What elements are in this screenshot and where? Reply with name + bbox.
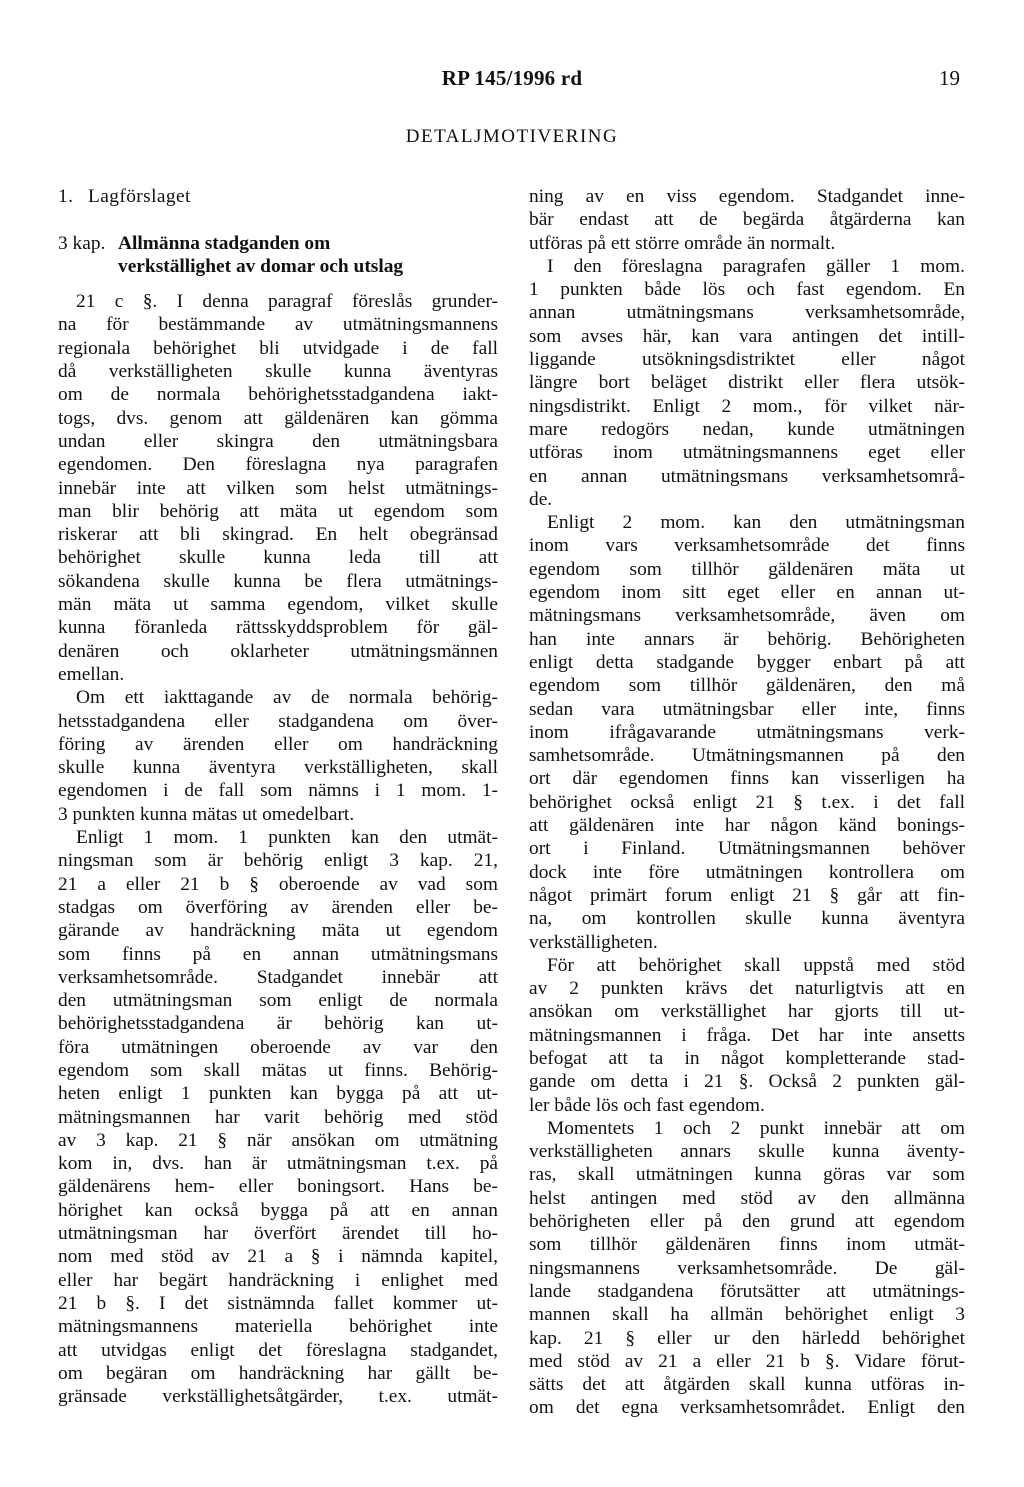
text-line: något primärt forum enligt 21 § går att fin- — [529, 884, 965, 906]
text-line: egendom inom sitt eget eller en annan ut- — [529, 582, 965, 604]
text-line: mätningsmannens materiella behörighet inte — [58, 1316, 498, 1338]
text-line: om de normala behörighetsstadgandena iakt- — [58, 384, 498, 406]
heading-text: Lagförslaget — [88, 186, 191, 207]
text-line: ansökan om verkställighet har gjorts till ut- — [529, 1001, 965, 1023]
text-line: kap. 21 § eller ur den härledd behörighet — [529, 1327, 965, 1349]
text-line: sedan vara utmätningsbar eller inte, finns — [529, 698, 965, 720]
text-line: egendomen i de fall som nämns i 1 mom. 1- — [58, 780, 498, 802]
text-line: som finns på en annan utmätningsmans — [58, 943, 498, 965]
text-line: egendom som tillhör gäldenären, den må — [529, 675, 965, 697]
text-line: enligt detta stadgande bygger enbart på att — [529, 651, 965, 673]
text-line: ning av en viss egendom. Stadgandet inne- — [529, 186, 965, 207]
text-line: mätningsmans verksamhetsområde, även om — [529, 605, 965, 627]
text-line: en annan utmätningsmans verksamhetsområ- — [529, 465, 965, 487]
chapter-title-line-2: verkställighet av domar och utslag — [118, 255, 404, 277]
right-column — [529, 185, 965, 1420]
text-line: ningsmannens verksamhetsområde. De gäl- — [529, 1257, 965, 1279]
text-line: gärande av handräckning mäta ut egendom — [58, 920, 498, 942]
paragraph — [58, 290, 498, 686]
text-line: ort där egendomen finns kan visserligen ha — [529, 768, 965, 790]
text-line: behörighet också enligt 21 § t.ex. i det fall — [529, 791, 965, 813]
text-line: om begäran om handräckning har gällt be- — [58, 1362, 498, 1384]
text-line: behörigheten eller på den grund att egendom — [529, 1211, 965, 1233]
text-line: togs, dvs. genom att gäldenären kan gömma — [58, 407, 498, 429]
text-line: ningsman som är behörig enligt 3 kap. 21, — [58, 850, 498, 872]
text-line: Enligt 2 mom. kan den utmätningsman — [547, 512, 965, 534]
text-line: de. — [529, 488, 553, 510]
heading-lagforslaget — [58, 185, 498, 208]
text-line: utmätningsman har överfört ärendet till ho- — [58, 1223, 498, 1245]
text-line: denären och oklarheter utmätningsmännen — [58, 640, 498, 662]
text-line: samhetsområde. Utmätningsmannen på den — [529, 745, 965, 767]
chapter-heading — [58, 232, 498, 255]
text-line: emellan. — [58, 663, 125, 685]
text-line: mare redogörs nedan, kunde utmätningen — [529, 418, 965, 440]
text-line: lande stadgandena förutsätter att utmätnings- — [529, 1280, 965, 1302]
text-line: 21 a eller 21 b § oberoende av vad som — [58, 873, 498, 895]
text-line: innebär inte att vilken som helst utmätnings- — [58, 477, 498, 499]
text-line: att utvidgas enligt det föreslagna stadgandet, — [58, 1339, 498, 1361]
text-line: gäldenärens hem- eller boningsort. Hans be- — [58, 1176, 498, 1198]
text-line: na, om kontrollen skulle kunna äventyra — [529, 908, 965, 930]
section-title: DETALJMOTIVERING — [405, 126, 619, 147]
text-line: behörighetsstadgandena är behörig kan ut- — [58, 1013, 498, 1035]
left-column — [58, 185, 498, 1408]
text-line: kom in, dvs. han är utmätningsman t.ex. på — [58, 1153, 498, 1175]
text-line: behörighet skulle kunna leda till att — [58, 547, 498, 569]
text-line: av 2 punkten krävs det naturligtvis att en — [529, 978, 965, 1000]
text-line: sätts det att åtgärden skall kunna utföras in- — [529, 1374, 965, 1396]
text-line: män mäta ut samma egendom, vilket skulle — [58, 594, 498, 616]
chapter-heading-cont — [58, 255, 498, 278]
text-line: skulle kunna äventyra verkställigheten, skall — [58, 757, 498, 779]
text-line: hörighet kan också bygga på att en annan — [58, 1199, 498, 1221]
text-line: sökandena skulle kunna be flera utmätnings- — [58, 570, 498, 592]
text-line: Enligt 1 mom. 1 punkten kan den utmät- — [76, 827, 498, 849]
text-line: föra utmätningen oberoende av var den — [58, 1036, 498, 1058]
text-line: Om ett iakttagande av de normala behörig- — [76, 687, 498, 709]
text-line: 21 b §. I det sistnämnda fallet kommer ut- — [58, 1292, 498, 1314]
text-line: 21 c §. I denna paragraf föreslås grunder- — [76, 291, 498, 313]
text-line: att gäldenären inte har någon känd bonings- — [529, 815, 965, 837]
text-line: ler både lös och fast egendom. — [529, 1094, 765, 1116]
text-line: egendom som skall mätas ut finns. Behörig- — [58, 1059, 498, 1081]
text-line: då verkställigheten skulle kunna äventyras — [58, 361, 498, 383]
text-line: mätningsmannen i fråga. Det har inte ansetts — [529, 1024, 965, 1046]
text-line: eller har begärt handräckning i enlighet med — [58, 1269, 498, 1291]
text-line: egendom som tillhör gäldenären mäta ut — [529, 558, 965, 580]
paragraph — [529, 511, 965, 954]
heading-number: 1. — [58, 186, 74, 207]
text-line: längre bort beläget distrikt eller flera utsök- — [529, 372, 965, 394]
text-line: ningsdistrikt. Enligt 2 mom., för vilket när- — [529, 395, 965, 417]
text-line: heten enligt 1 punkten kan bygga på att ut- — [58, 1083, 498, 1105]
text-line: 1 punkten både lös och fast egendom. En — [529, 279, 965, 301]
paragraph — [58, 686, 498, 826]
text-line: som avses här, kan vara antingen det intill- — [529, 325, 965, 347]
text-line: befogat att ta in något kompletterande stad- — [529, 1047, 965, 1069]
text-line: I den föreslagna paragrafen gäller 1 mom. — [547, 255, 965, 277]
text-line: För att behörighet skall uppstå med stöd — [547, 954, 965, 976]
text-line: ras, skall utmätningen kunna göras var som — [529, 1164, 965, 1186]
paragraph — [529, 185, 965, 255]
text-line: annan utmätningsmans verksamhetsområde, — [529, 302, 965, 324]
text-line: verksamhetsområde. Stadgandet innebär att — [58, 966, 498, 988]
running-header: RP 145/1996 rd — [441, 66, 583, 90]
text-line: man blir behörig att mäta ut egendom som — [58, 500, 498, 522]
text-line: om det egna verksamhetsområdet. Enligt den — [529, 1397, 965, 1419]
text-line: regionala behörighet bli utvidgade i de fall — [58, 337, 498, 359]
text-line: mätningsmannen har varit behörig med stöd — [58, 1106, 498, 1128]
text-line: egendomen. Den föreslagna nya paragrafen — [58, 454, 498, 476]
text-line: nom med stöd av 21 a § i nämnda kapitel, — [58, 1246, 498, 1268]
text-line: Momentets 1 och 2 punkt innebär att om — [547, 1117, 965, 1139]
text-line: utföras inom utmätningsmannens eget eller — [529, 442, 965, 464]
text-line: helst antingen med stöd av den allmänna — [529, 1187, 965, 1209]
text-line: gränsade verkställighetsåtgärder, t.ex. utmät- — [58, 1386, 498, 1408]
chapter-label: 3 kap. — [58, 232, 106, 254]
text-line: dock inte före utmätningen kontrollera om — [529, 861, 965, 883]
text-line: av 3 kap. 21 § när ansökan om utmätning — [58, 1129, 498, 1151]
text-line: hetsstadgandena eller stadgandena om över- — [58, 710, 498, 732]
text-line: 3 punkten kunna mätas ut omedelbart. — [58, 803, 355, 825]
text-line: inom ifrågavarande utmätningsmans verk- — [529, 721, 965, 743]
text-line: som tillhör gäldenären finns inom utmät- — [529, 1234, 965, 1256]
text-line: kunna föranleda rättsskyddsproblem för gäl- — [58, 617, 498, 639]
text-line: den utmätningsman som enligt de normala — [58, 990, 498, 1012]
chapter-title-line-1: Allmänna stadganden om — [118, 232, 331, 254]
paragraph — [529, 1117, 965, 1420]
paragraph — [529, 255, 965, 511]
paragraph — [58, 826, 498, 1408]
text-line: liggande utsökningsdistriktet eller något — [529, 349, 965, 371]
text-line: riskerar att bli skingrad. En helt obegränsad — [58, 524, 498, 546]
text-line: mannen skall ha allmän behörighet enligt 3 — [529, 1304, 965, 1326]
text-line: verkställigheten annars skulle kunna äventy- — [529, 1141, 965, 1163]
paragraph — [529, 954, 965, 1117]
text-line: ort i Finland. Utmätningsmannen behöver — [529, 838, 965, 860]
text-line: han inte annars är behörig. Behörigheten — [529, 628, 965, 650]
text-line: gande om detta i 21 §. Också 2 punkten gäl- — [529, 1071, 965, 1093]
text-line: föring av ärenden eller om handräckning — [58, 733, 498, 755]
text-line: inom vars verksamhetsområde det finns — [529, 535, 965, 557]
text-line: verkställigheten. — [529, 931, 658, 953]
page-number: 19 — [939, 66, 960, 90]
text-line: bär endast att de begärda åtgärderna kan — [529, 209, 965, 231]
text-line: undan eller skingra den utmätningsbara — [58, 430, 498, 452]
text-line: stadgas om överföring av ärenden eller be- — [58, 896, 498, 918]
text-line: utföras på ett större område än normalt. — [529, 232, 836, 254]
text-line: na för bestämmande av utmätningsmannens — [58, 314, 498, 336]
text-line: med stöd av 21 a eller 21 b §. Vidare förut- — [529, 1350, 965, 1372]
